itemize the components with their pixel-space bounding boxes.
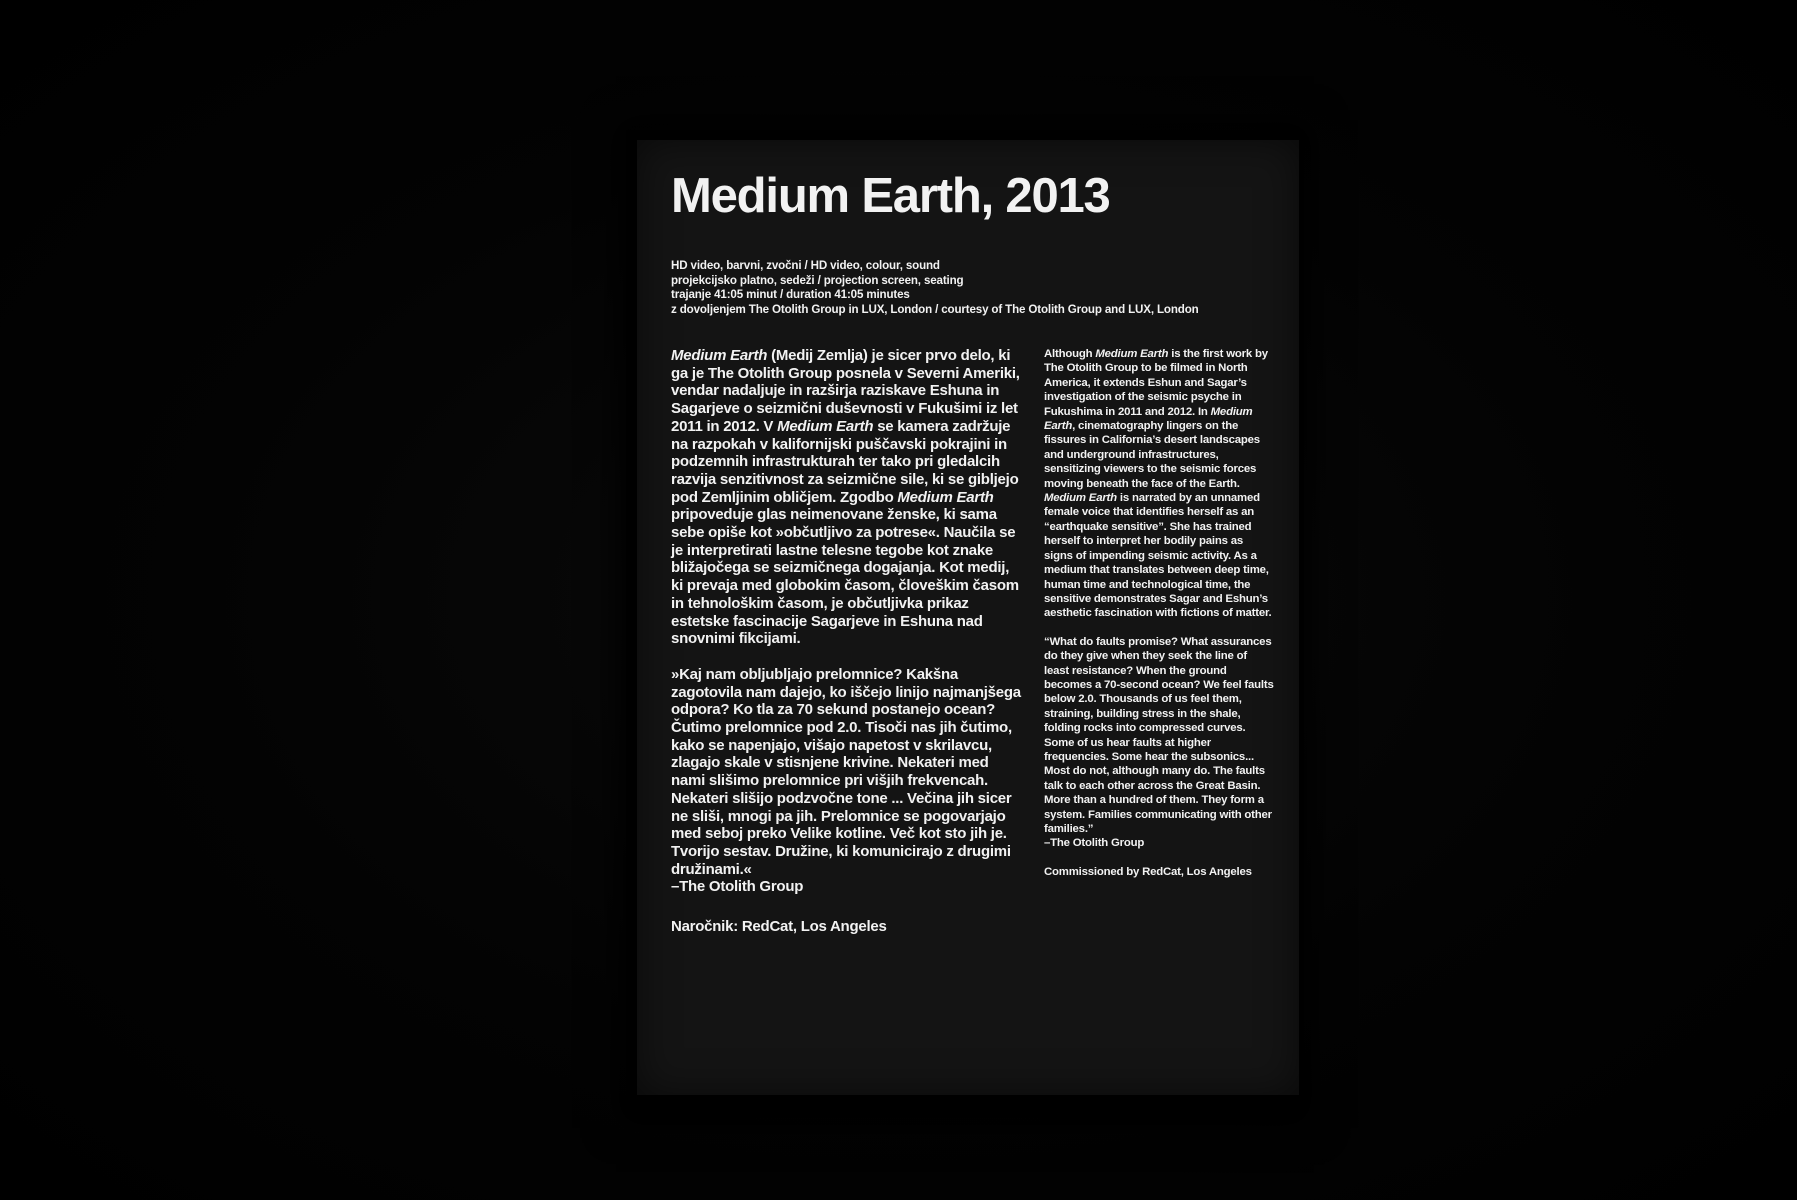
detail-duration: trajanje 41:05 minut / duration 41:05 minutes — [671, 288, 910, 302]
description-text: pripoveduje glas neimenovane ženske, ki sama sebe opiše kot »občutljivo za potrese«. Naučila se je interpretirati lastne telesne tegobe kot znake bližajočega se seizmičnega dogajanja. Kot medij, ki prevaja med globokim časom, človeškim časom in tehnološkim časom, je občutljivka prikaz estetske fascinacije Sagarjeve in Eshuna nad snovnimi fikcijami. — [671, 506, 1019, 648]
english-quote: “What do faults promise? What assurances do they give when they seek the line of least resistance? When the ground becomes a 70-second ocean? We feel faults below 2.0. Thousands of us feel them, straining, building stress in the shale, folding rocks into compressed curves. Some of us hear faults at higher frequencies. Some hear the subsonics... Most do not, although many do. The faults talk to each other across the Great Basin. More than a hundred of them. They form a system. Families communicating with other families.” — [1044, 635, 1274, 835]
description-text: , cinematography lingers on the fissures in California’s desert landscapes and underground infrastructures, sensitizing viewers to the seismic forces moving beneath the face of the Earth. — [1044, 420, 1260, 490]
artwork-title: Medium Earth, 2013 — [671, 169, 1110, 223]
artwork-details — [671, 259, 1199, 317]
slovenian-description — [671, 347, 1023, 648]
detail-medium: HD video, barvni, zvočni / HD video, colour, sound — [671, 259, 940, 272]
description-text: is narrated by an unnamed female voice that identifies herself as an “earthquake sensitive”. She has trained herself to interpret her bodily pains as signs of impending seismic activity. As a medium that translates between deep time, human time and technological time, the sensitive demonstrates Sagar and Eshun’s aesthetic fascination with fictions of matter. — [1044, 492, 1272, 620]
description-text: se kamera zadržuje na razpokah v kalifornijski puščavski pokrajini in podzemnih infrastrukturah ter tako pri gledalcih razvija senzitivnost za seizmične sile, ki se gibljejo pod Zemljinim obličjem. Zgodbo — [671, 417, 1019, 506]
english-attribution: –The Otolith Group — [1044, 837, 1145, 850]
wall-text-panel — [637, 140, 1299, 1095]
slovenian-credit: Naročnik: RedCat, Los Angeles — [671, 918, 887, 936]
work-title-ref: Medium Earth — [897, 488, 994, 506]
english-description — [1044, 347, 1274, 621]
work-title-ref: Medium Earth — [1044, 405, 1253, 433]
work-title-ref: Medium Earth — [1044, 492, 1117, 505]
description-text: is the first work by The Otolith Group to be filmed in North America, it extends Eshun and Sagar’s investigation of the seismic psyche in Fukushima in 2011 and 2012. In — [1044, 348, 1268, 418]
detail-courtesy: z dovoljenjem The Otolith Group in LUX, London / courtesy of The Otolith Group and LUX, London — [671, 302, 1199, 316]
work-title-ref: Medium Earth — [777, 417, 874, 435]
english-credit: Commissioned by RedCat, Los Angeles — [1044, 865, 1252, 878]
description-text: Although — [1044, 348, 1096, 360]
slovenian-column — [671, 347, 1023, 936]
detail-installation: projekcijsko platno, sedeži / projection screen, seating — [671, 273, 964, 287]
slovenian-attribution: –The Otolith Group — [671, 878, 804, 896]
english-column — [1044, 347, 1274, 879]
work-title-ref: Medium Earth — [1095, 348, 1169, 360]
description-text: (Medij Zemlja) je sicer prvo delo, ki ga je The Otolith Group posnela v Severni Ameriki, vendar nadaljuje in razširja raziskave Eshuna in Sagarjeve o seizmični duševnosti v Fukušimi iz let 2011 in 2012. V — [671, 347, 1020, 435]
slovenian-quote: »Kaj nam obljubljajo prelomnice? Kakšna zagotovila nam dajejo, ko iščejo linijo najmanjšega odpora? Ko tla za 70 sekund postanejo ocean? Čutimo prelomnice pod 2.0. Tisoči nas jih čutimo, kako se napenjajo, višajo napetost v skrilavcu, zlagajo skale v stisnjene krivine. Nekateri med nami slišimo prelomnice pri višjih frekvencah. Nekateri slišijo podzvočne tone ... Večina jih sicer ne sliši, mnogi pa jih. Prelomnice se pogovarjajo med seboj preko Velike kotline. Več kot sto jih je. Tvorijo sestav. Družine, ki komunicirajo z drugimi družinami.« — [671, 665, 1021, 878]
work-title-ref: Medium Earth — [671, 347, 768, 364]
